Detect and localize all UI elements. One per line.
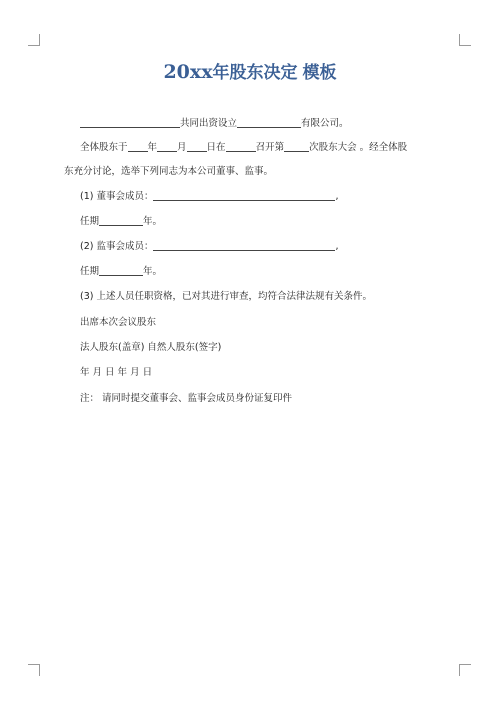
text-year: 年	[147, 142, 158, 153]
blank-location[interactable]	[226, 141, 256, 152]
document-title	[0, 60, 500, 85]
title-suffix: 模板	[302, 63, 337, 83]
text-day-at: 日在	[206, 142, 226, 153]
text-comma: ,	[335, 191, 339, 202]
blank-shareholders[interactable]	[80, 117, 180, 128]
blank-session-number[interactable]	[284, 141, 309, 152]
term-supervisors	[80, 265, 162, 278]
label-term: 任期	[80, 266, 100, 277]
blank-day[interactable]	[187, 141, 207, 152]
text-comma: ,	[335, 241, 339, 252]
text-month: 月	[177, 142, 187, 153]
term-board	[80, 215, 162, 228]
blank-supervisor-term[interactable]	[99, 265, 143, 276]
label-board-members: (1) 董事会成员：	[80, 191, 154, 202]
blank-board-term[interactable]	[99, 215, 143, 226]
text-limited-company: 有限公司。	[301, 118, 349, 129]
blank-supervisors[interactable]	[153, 240, 335, 251]
crop-mark-bottom-right	[459, 664, 471, 676]
title-prefix: 20xx	[163, 61, 213, 83]
crop-mark-top-right	[459, 34, 471, 46]
footnote: 注： 请同时提交董事会、监事会成员身份证复印件	[80, 393, 293, 404]
date-line: 年 月 日 年 月 日	[80, 367, 153, 378]
label-term: 任期	[80, 216, 100, 227]
paragraph-establishment	[80, 117, 349, 130]
text-co-invest: 共同出资设立	[180, 118, 238, 129]
text-shareholder-meeting: 次股东大会 。经全体股	[309, 142, 408, 153]
attendees-heading: 出席本次会议股东	[80, 317, 157, 328]
blank-board-members[interactable]	[153, 190, 335, 201]
text-convene: 召开第	[255, 142, 285, 153]
blank-month[interactable]	[157, 141, 177, 152]
item-board-members	[80, 190, 339, 203]
item-qualification-review: (3) 上述人员任职资格，已对其进行审查，均符合法律法规有关条件。	[80, 291, 372, 302]
text-all-shareholders: 全体股东于	[80, 142, 128, 153]
text-years: 年。	[143, 216, 163, 227]
signature-line: 法人股东(盖章) 自然人股东(签字)	[80, 342, 222, 353]
text-years: 年。	[143, 266, 163, 277]
crop-mark-top-left	[28, 34, 40, 46]
blank-year[interactable]	[128, 141, 148, 152]
paragraph-meeting-line2: 东充分讨论，选举下列同志为本公司董事、监事。	[64, 166, 274, 177]
item-supervisors	[80, 240, 339, 253]
title-main: 年股东决定	[212, 63, 298, 83]
paragraph-meeting-line1	[80, 141, 407, 154]
label-supervisors: (2) 监事会成员：	[80, 241, 154, 252]
crop-mark-bottom-left	[28, 664, 40, 676]
blank-company-name[interactable]	[237, 117, 301, 128]
